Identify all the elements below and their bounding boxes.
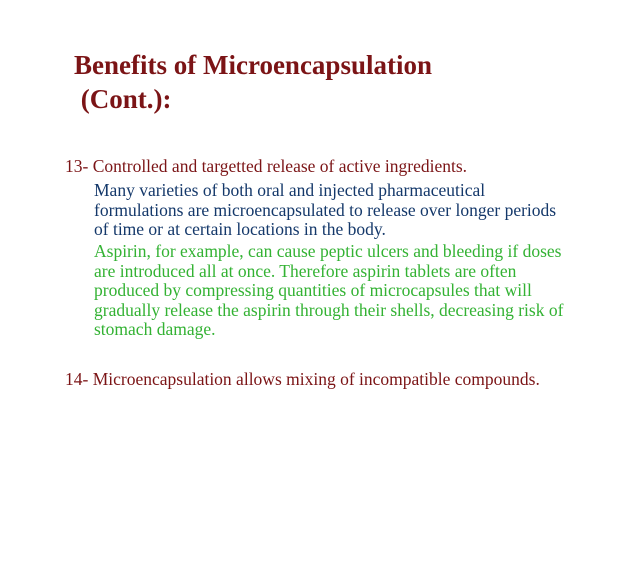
slide-title: Benefits of Microencapsulation (Cont.):	[74, 50, 432, 114]
item-13-example: Aspirin, for example, can cause peptic ulcers and bleeding if doses are introduced all at once. Therefore aspirin tablets are often produced by compressing quantities of microcapsules that will gradually release the aspirin through their shells, decreasing risk of stomach damage.	[94, 241, 564, 339]
item-13-heading: 13- Controlled and targetted release of active ingredients.	[65, 156, 468, 176]
item-14-heading: 14- Microencapsulation allows mixing of incompatible compounds.	[65, 369, 540, 389]
item-13-detail: Many varieties of both oral and injected pharmaceutical formulations are microencapsulated to release over longer periods of time or at certain locations in the body.	[94, 180, 557, 239]
